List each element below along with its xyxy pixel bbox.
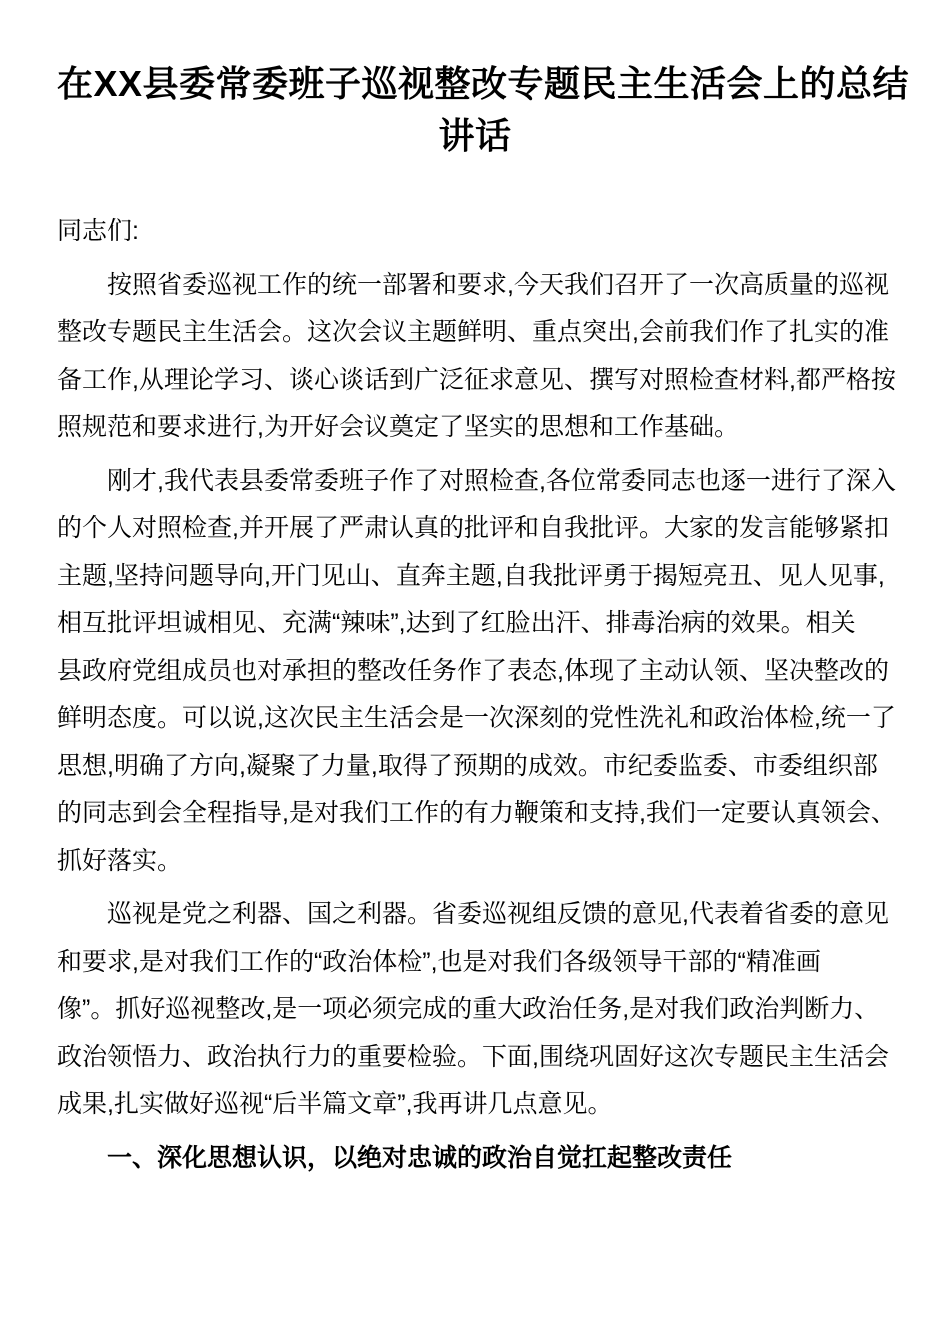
paragraph [57, 458, 896, 886]
text-line: 的个人对照检查,并开展了严肃认真的批评和自我批评。大家的发言能够紧扣 [57, 514, 889, 542]
document-title [57, 58, 910, 162]
text-line: 照规范和要求进行,为开好会议奠定了坚实的思想和工作基础。 [57, 413, 739, 441]
document-body [57, 208, 896, 1182]
text-line: 的同志到会全程指导,是对我们工作的有力鞭策和支持,我们一定要认真领会、 [57, 799, 896, 827]
text-line: 相互批评坦诚相见、充满“辣味”,达到了红脸出汗、排毒治病的效果。相关 [57, 609, 856, 637]
text-line: 抓好落实。 [57, 846, 183, 875]
text-line: 思想,明确了方向,凝聚了力量,取得了预期的成效。市纪委监委、市委组织部 [57, 751, 878, 780]
text-line: 县政府党组成员也对承担的整改任务作了表态,体现了主动认领、坚决整改的 [57, 656, 889, 685]
text-line: 主题,坚持问题导向,开门见山、直奔主题,自我批评勇于揭短亮丑、见人见事, [57, 561, 885, 590]
paragraphs-container [57, 262, 896, 1129]
salutation: 同志们: [57, 217, 139, 245]
text-line: 讲话 [438, 115, 512, 156]
paragraph [57, 891, 893, 1129]
text-line: 整改专题民主生活会。这次会议主题鲜明、重点突出,会前我们作了扎实的准 [57, 318, 889, 346]
text-line: 成果,扎实做好巡视“后半篇文章”,我再讲几点意见。 [57, 1090, 613, 1118]
text-line: 和要求,是对我们工作的“政治体检”,也是对我们各级领导干部的“精准画 [57, 947, 821, 976]
text-line: 备工作,从理论学习、谈心谈话到广泛征求意见、撰写对照检查材料,都严格按 [57, 365, 896, 394]
text-line: 按照省委巡视工作的统一部署和要求,今天我们召开了一次高质量的巡视 [107, 270, 889, 299]
text-line: 刚才,我代表县委常委班子作了对照检查,各位常委同志也逐一进行了深入 [107, 466, 896, 495]
text-line: 鲜明态度。可以说,这次民主生活会是一次深刻的党性洗礼和政治体检,统一了 [57, 704, 896, 732]
section-heading: 一、深化思想认识，以绝对忠诚的政治自觉扛起整改责任 [107, 1143, 733, 1172]
text-line: 巡视是党之利器、国之利器。省委巡视组反馈的意见,代表着省委的意见 [107, 900, 889, 928]
text-line: 像”。抓好巡视整改,是一项必须完成的重大政治任务,是对我们政治判断力、 [57, 995, 880, 1023]
text-line: 政治领悟力、政治执行力的重要检验。下面,围绕巩固好这次专题民主生活会 [57, 1042, 889, 1071]
text-line: 在XX县委常委班子巡视整改专题民主生活会上的总结 [57, 63, 910, 104]
paragraph [57, 262, 896, 452]
